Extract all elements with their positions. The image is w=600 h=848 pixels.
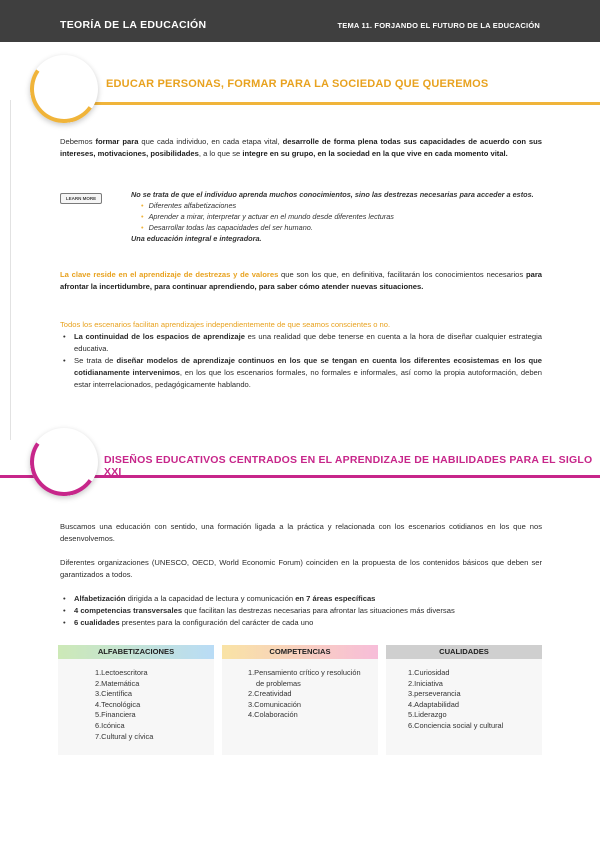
cualidades-body: [386, 659, 542, 755]
bullet-text: Se trata de: [74, 356, 117, 365]
learn-more-button[interactable]: LEARN MORE: [60, 193, 102, 204]
cualidades-column: [386, 645, 542, 755]
bullet-bold: en 7 áreas específicas: [295, 594, 376, 603]
intro-bold-2: desarrolle de forma plena todas sus capacidades de acuerdo con sus intereses, motivaciones, posibilidades: [60, 137, 542, 158]
margin-line: [10, 100, 11, 440]
learn-more-list: [141, 200, 551, 233]
list-item: 3.perseverancia: [408, 689, 461, 699]
bullet-text: es una realidad que debe tenerse en cuenta a la hora de diseñar cualquier estrategia educativa.: [74, 332, 543, 353]
bullet-bold: La continuidad de los espacios de aprendizaje: [74, 332, 245, 341]
list-item: 6.Conciencia social y cultural: [408, 720, 504, 730]
section1-arc-decoration: [25, 50, 104, 129]
list-item: 5.Liderazgo: [408, 710, 447, 720]
cualidades-list: [408, 668, 542, 732]
header-bar: [0, 0, 600, 42]
list-item: [60, 593, 542, 605]
topic-title: TEMA 11. FORJANDO EL FUTURO DE LA EDUCACIÓN: [337, 21, 540, 30]
bullet-bold: Alfabetización: [74, 594, 126, 603]
cualidades-header: CUALIDADES: [386, 645, 542, 659]
learn-more-lead: No se trata de que el individuo aprenda muchos conocimientos, sino las destrezas necesarias para acceder a estos.: [131, 190, 534, 199]
bullet-bold: 6 cualidades: [74, 618, 120, 627]
list-item: • Aprender a mirar, interpretar y actuar en el mundo desde diferentes lecturas: [141, 211, 551, 222]
competencias-header: COMPETENCIAS: [222, 645, 378, 659]
list-item: 2.Creatividad: [248, 689, 292, 699]
bullet-text: presentes para la configuración del carácter de cada uno: [119, 618, 314, 627]
list-item: [60, 355, 542, 391]
bullet-bold: diseñar modelos de aprendizaje continuos en los que se tengan en cuenta los diferentes ecosistemas en los que cotidianamente intervenimos: [74, 356, 542, 377]
section1-heading: [0, 55, 600, 125]
alfabetizaciones-header: ALFABETIZACIONES: [58, 645, 214, 659]
list-item: 3.Comunicación: [248, 699, 301, 709]
section2-heading: [0, 428, 600, 498]
bullet-text: dirigida a la capacidad de lectura y comunicación: [125, 594, 296, 603]
section1-intro: [60, 136, 542, 160]
list-item: [60, 617, 542, 629]
section1-title: EDUCAR PERSONAS, FORMAR PARA LA SOCIEDAD QUE QUEREMOS: [106, 78, 489, 90]
intro-text-1: Debemos: [60, 137, 96, 146]
list-item: 4.Colaboración: [248, 710, 298, 720]
skills-table: [58, 645, 542, 755]
competencias-body: [222, 659, 378, 755]
list-item: 1.Lectoescritora: [95, 668, 148, 677]
list-item: 7.Cultural y cívica: [95, 731, 154, 741]
bullet-text: , en los que los escenarios formales, no formales e informales, así como la propia autoformación, deben estar interrelacionados, pedagógicamente hablando.: [74, 368, 543, 389]
list-item: 4.Tecnológica: [95, 699, 141, 709]
intro-bold-3: integre en su grupo, en la sociedad en la que vive en cada momento vital.: [242, 149, 508, 158]
list-item: 6.Icónica: [95, 720, 125, 730]
section2-paragraph-2: Diferentes organizaciones (UNESCO, OECD, World Economic Forum) coinciden en la propuesta de los contenidos básicos que deben ser garantizados a todos.: [60, 558, 542, 579]
intro-text-3: , a lo que se: [198, 149, 243, 158]
section2-arc-decoration: [25, 423, 104, 502]
list-item: 4.Adaptabilidad: [408, 699, 459, 709]
list-item: 5.Financiera: [95, 710, 136, 720]
key-highlight: La clave reside en el aprendizaje de destrezas y de valores: [60, 270, 279, 279]
alfabetizaciones-list: [95, 668, 214, 742]
section2-paragraph-1: Buscamos una educación con sentido, una formación ligada a la práctica y relacionada con los escenarios cotidianos en los que nos desenvolvemos.: [60, 522, 542, 543]
list-item: 2.Matemática: [95, 678, 140, 688]
course-title: TEORÍA DE LA EDUCACIÓN: [60, 19, 207, 31]
scenarios-heading: Todos los escenarios facilitan aprendizajes independientemente de que seamos conscientes o no.: [60, 320, 391, 329]
competencias-column: [222, 645, 378, 755]
intro-text-2: que cada individuo, en cada etapa vital,: [138, 137, 283, 146]
bullet-bold: 4 competencias transversales: [74, 606, 183, 615]
list-item: 3.Científica: [95, 689, 132, 699]
key-bold: para afrontar la incertidumbre, para continuar aprendiendo, para saber cómo atender nuevas situaciones.: [60, 270, 542, 291]
competencias-list: [248, 668, 370, 721]
list-item: 1.Pensamiento crítico y resolución de problemas: [248, 668, 361, 688]
learn-more-closing: Una educación integral e integradora.: [131, 234, 262, 243]
list-item: 1.Curiosidad: [408, 668, 450, 677]
alfabetizaciones-body: [58, 659, 214, 755]
intro-bold-1: formar para: [95, 137, 139, 146]
list-item: • Desarrollar todas las capacidades del ser humano.: [141, 222, 551, 233]
list-item: [60, 605, 542, 617]
list-item: • Diferentes alfabetizaciones: [141, 200, 551, 211]
section1-bullets: [60, 331, 542, 391]
key-paragraph: [60, 269, 542, 293]
section1-rule: [64, 102, 600, 105]
key-text: que son los que, en definitiva, facilitarán los conocimientos necesarios: [278, 270, 526, 279]
list-item: 2.Iniciativa: [408, 678, 443, 688]
bullet-text: que facilitan las destrezas necesarias para afrontar las situaciones más diversas: [182, 606, 455, 615]
section2-bullets: [60, 593, 542, 629]
section2-title: DISEÑOS EDUCATIVOS CENTRADOS EN EL APRENDIZAJE DE HABILIDADES PARA EL SIGLO XXI: [104, 454, 593, 478]
alfabetizaciones-column: [58, 645, 214, 755]
list-item: [60, 331, 542, 355]
learn-more-content: [131, 189, 551, 244]
